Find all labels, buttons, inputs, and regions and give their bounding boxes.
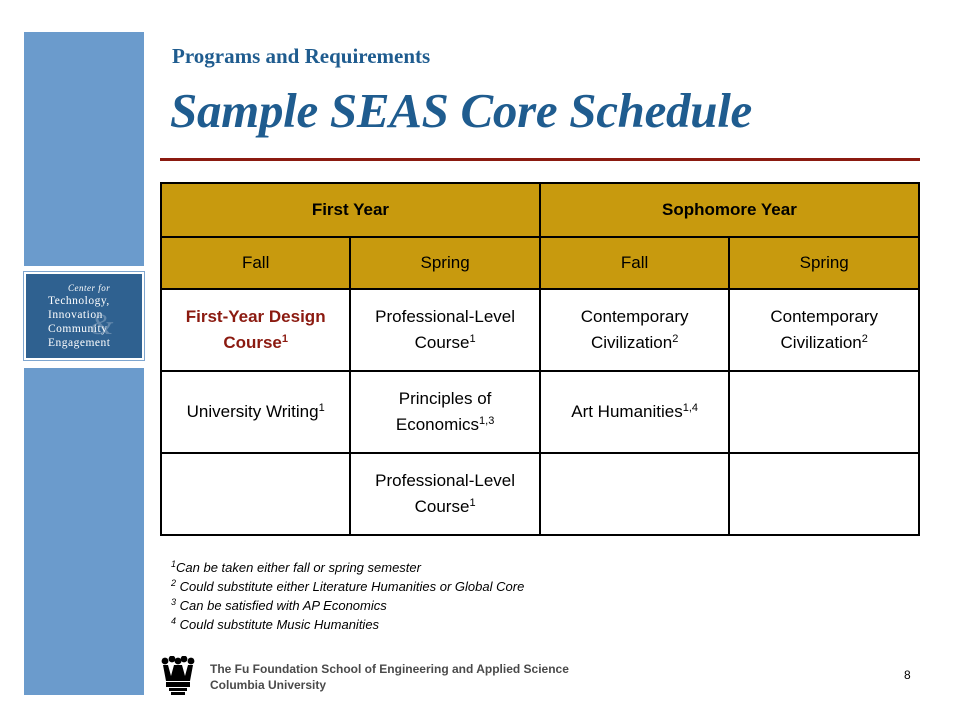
logo-line-3: Innovation [48,309,103,321]
course-footnote-mark: 1 [281,333,289,345]
schedule-table [160,182,920,536]
schedule-row [161,453,919,535]
sidebar-bar-top [24,32,144,266]
course-name: Professional-Level Course [375,307,516,352]
schedule-cell [729,371,919,453]
columbia-crown-icon [160,656,196,696]
center-logo [24,272,144,360]
course-footnote-mark: 1 [318,402,325,414]
course-footnote-mark: 1 [469,497,476,509]
schedule-cell [161,289,350,371]
year-header-row [161,183,919,237]
schedule-cell [350,371,540,453]
page-number: 8 [904,668,911,682]
semester-header: Fall [161,237,350,289]
course-name: Art Humanities [571,402,683,421]
course-name: University Writing [186,402,319,421]
schedule-row [161,289,919,371]
footnote-mark: 3 [171,597,177,607]
footnote-text: Can be taken either fall or spring semester [176,560,421,575]
title-divider [160,158,920,161]
footnote-3 [171,596,524,615]
logo-ampersand: & [90,308,114,341]
schedule-cell [729,453,919,535]
footnote-text: Can be satisfied with AP Economics [176,598,387,613]
schedule-cell [161,453,350,535]
schedule-cell [161,371,350,453]
schedule-body [161,289,919,535]
semester-header-row [161,237,919,289]
schedule-cell [350,453,540,535]
course-footnote-mark: 1 [469,333,476,345]
semester-header: Spring [729,237,919,289]
course-name: First-Year Design Course [185,307,326,352]
schedule-cell [350,289,540,371]
semester-header: Spring [350,237,540,289]
footnote-mark: 2 [171,578,177,588]
course-name: Principles of Economics [395,389,492,434]
year-header-first: First Year [161,183,540,237]
section-subtitle: Programs and Requirements [172,44,431,68]
course-footnote-mark: 2 [672,333,679,345]
schedule-cell [540,453,730,535]
footnote-text: Could substitute either Literature Humanities or Global Core [176,579,525,594]
course-footnote-mark: 2 [861,333,868,345]
footnote-1 [171,558,524,577]
footnote-mark: 1 [171,559,177,569]
footer-school-name: The Fu Foundation School of Engineering and Applied Science [210,662,569,676]
course-footnote-mark: 1,4 [682,402,699,414]
schedule-cell [540,371,730,453]
semester-header: Fall [540,237,730,289]
year-header-sophomore: Sophomore Year [540,183,919,237]
footnote-2 [171,577,524,596]
logo-line-2: Technology, [48,295,110,307]
logo-line-1: Center for [68,283,111,293]
schedule-row [161,371,919,453]
course-footnote-mark: 1,3 [479,415,495,427]
footnotes [171,558,524,634]
footer-university-name: Columbia University [210,678,327,692]
logo-line-4: Community [48,323,108,335]
sidebar-bar-bottom [24,368,144,695]
course-name: Contemporary Civilization [580,307,689,352]
page-title: Sample SEAS Core Schedule [170,83,752,138]
course-name: Contemporary Civilization [770,307,879,352]
logo-line-5: Engagement [48,337,111,349]
footnote-mark: 4 [171,616,177,626]
course-name: Professional-Level Course [375,471,516,516]
footnote-4 [171,615,524,634]
footnote-text: Could substitute Music Humanities [176,617,380,632]
schedule-cell [729,289,919,371]
schedule-cell [540,289,730,371]
